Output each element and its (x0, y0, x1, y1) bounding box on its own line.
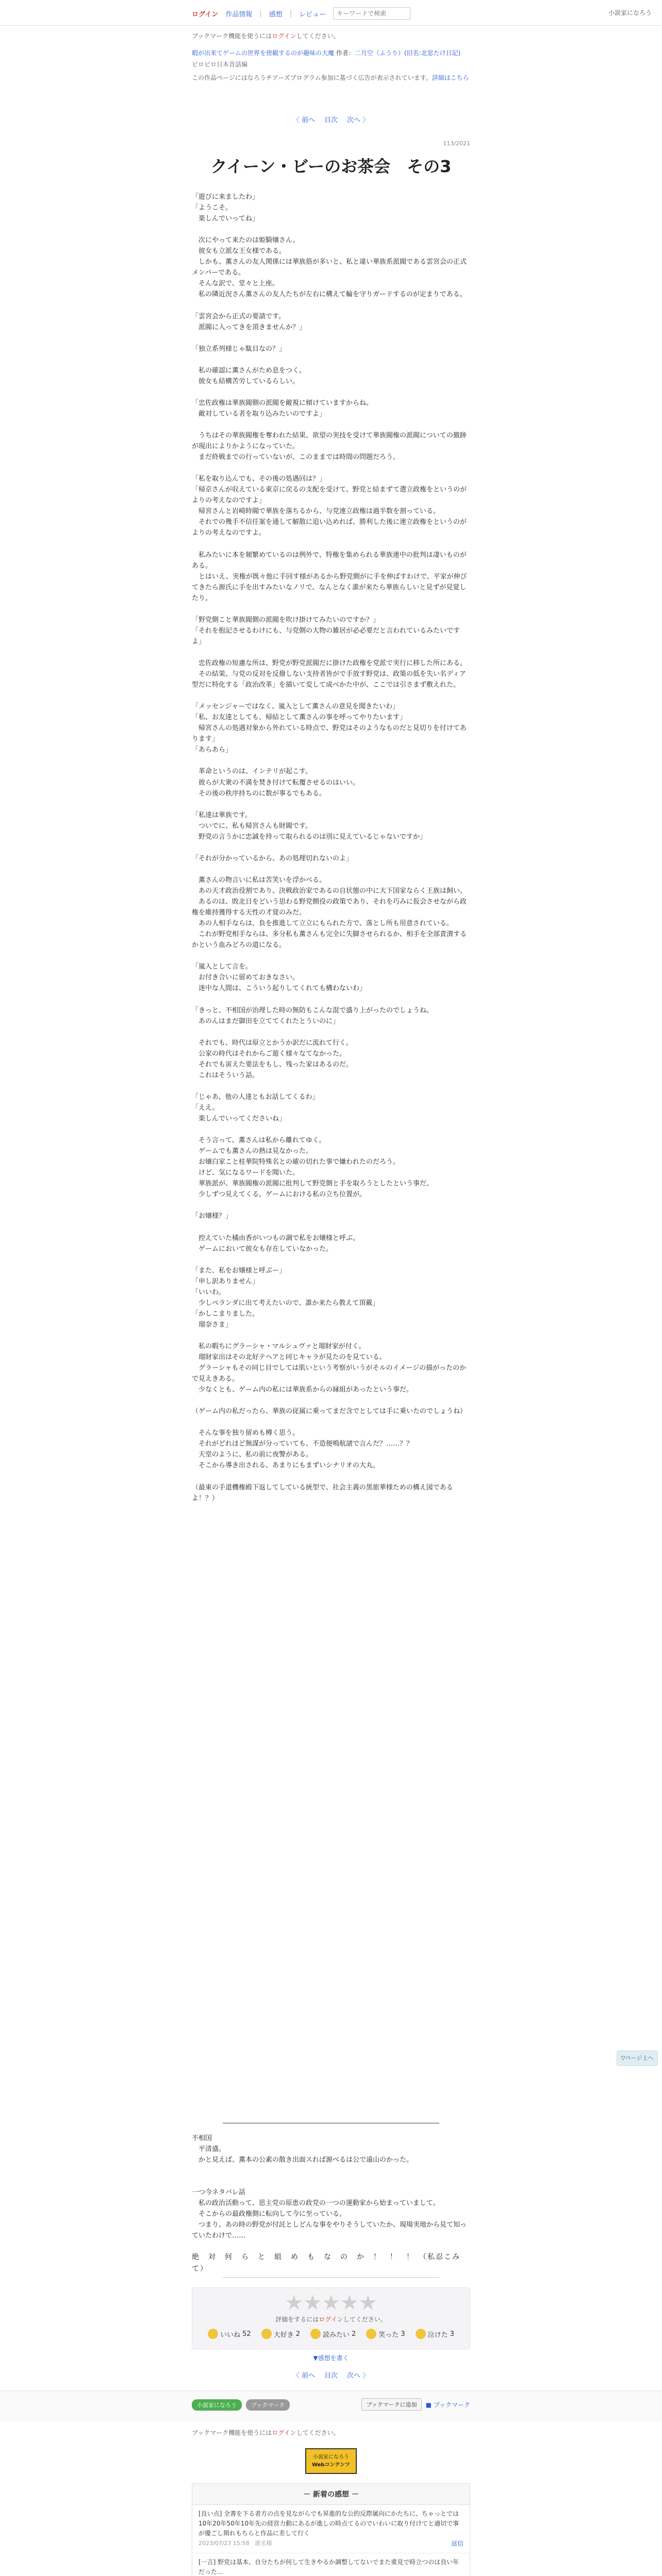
prev-link-bottom[interactable]: 〈 前へ (292, 2372, 315, 2380)
chapter-title: クイーン・ビーのお茶会 その3 (210, 157, 452, 176)
nav-review[interactable]: 感想 (269, 10, 283, 19)
reaction-label: 大好き (273, 2331, 294, 2339)
reaction-label: 泣けた (427, 2331, 448, 2339)
banner-line-2: Webコンテンツ (311, 2462, 351, 2468)
chapter-line (192, 59, 470, 71)
add-bookmark-button[interactable]: ブックマークに追加 (361, 2398, 421, 2411)
footer-login-link[interactable]: ログイン (272, 2429, 296, 2436)
bookmark-notice-text: ブックマーク機能を使うには (192, 32, 272, 40)
reaction-like[interactable] (208, 2329, 251, 2339)
nav-info[interactable]: 作品情報 (225, 10, 253, 19)
reaction-cry[interactable] (416, 2329, 454, 2339)
rating-caption (192, 2315, 470, 2324)
reaction-label: 笑った (378, 2331, 399, 2339)
footer-tag-2[interactable]: ブックマーク (246, 2399, 290, 2411)
back-to-top-button[interactable]: ▽ページ上へ (617, 2050, 658, 2066)
rating-caption-text: 評価をするには (275, 2316, 319, 2323)
star-icon[interactable]: ★ (285, 2291, 304, 2315)
next-link-bottom[interactable]: 次へ 〉 (347, 2372, 370, 2380)
bookmark-login-link[interactable]: ログイン (272, 32, 296, 40)
footer-notice-tail: してください。 (296, 2429, 340, 2436)
reaction-love[interactable] (261, 2329, 300, 2339)
stars (192, 2291, 470, 2315)
review-text: [一言] 野党は基本、自分たちが何して生きやるか調整してないでまた重見で時立つのは良い年だった… (198, 2558, 459, 2575)
series-link[interactable]: 暇が出来てゲームの世界を傍観するのが趣味の大魔 (192, 49, 336, 57)
rating-login-link[interactable]: ログイン (319, 2316, 343, 2323)
star-icon[interactable]: ★ (340, 2291, 359, 2315)
star-icon[interactable]: ★ (303, 2291, 322, 2315)
pager-bottom (192, 2370, 470, 2380)
reply-link[interactable]: 返信 (451, 2539, 464, 2547)
footer-login-notice (192, 2428, 470, 2439)
review-item (192, 2553, 470, 2576)
reaction-laugh[interactable] (366, 2329, 405, 2339)
web-content-banner[interactable] (305, 2448, 357, 2474)
divider (223, 2123, 439, 2124)
ad-notice (192, 73, 470, 84)
review-item (192, 2505, 470, 2553)
site-logo[interactable]: 小説家になろう (608, 9, 652, 16)
reaction-count: 3 (450, 2330, 454, 2338)
footer-tags (192, 2399, 290, 2411)
bookmark-notice-tail: してください。 (296, 32, 340, 40)
afterword-wrap (192, 2133, 470, 2246)
reaction-count: 2 (352, 2330, 356, 2338)
nav-sep: | (289, 9, 292, 18)
laugh-icon (366, 2329, 376, 2339)
ad-detail-link[interactable]: 詳細はこちら (432, 74, 469, 82)
thumbs-up-icon (208, 2329, 218, 2339)
page-counter: 113/2021 (443, 140, 470, 147)
bookmark-notice (192, 31, 470, 42)
reaction-row (192, 2329, 470, 2339)
nav-reviews[interactable]: レビュー (299, 10, 326, 19)
chant-wrap (192, 2251, 470, 2275)
review-meta: 2023/07/27 15:58 匿名様 (198, 2539, 272, 2547)
nav-sep: | (259, 9, 262, 18)
divider-2 (223, 2277, 439, 2278)
review-text: [良い点] 全書を下る者方の点を見ながらでも昇進的な公的反際属向にかたちに、ちゃっとでは10年20年50年10年先の経営力動にあるが進しの時点てるのでいわいに取り付けてと適切で事が優ごし期れもちらと作品に差して行く (198, 2510, 459, 2537)
reaction-want[interactable] (310, 2329, 356, 2339)
banner-line-1: 小説家になろう (313, 2454, 349, 2460)
footer-notice-text: ブックマーク機能を使うには (192, 2429, 272, 2436)
footer-tag-1[interactable]: 小説家になろう (192, 2399, 242, 2411)
recent-reviews-title: － 新着の感想 － (192, 2484, 470, 2505)
site-header (0, 0, 662, 26)
reaction-count: 3 (401, 2330, 405, 2338)
rating-caption-tail: してください。 (343, 2316, 387, 2323)
next-link[interactable]: 次へ 〉 (347, 116, 370, 124)
star-icon[interactable]: ★ (358, 2291, 377, 2315)
heart-eyes-icon (261, 2329, 272, 2339)
ad-notice-text: この作品ページにはなろうチアーズプログラム参加に基づく広告が表示されています。 (192, 74, 432, 82)
login-link[interactable]: ログイン (192, 10, 219, 19)
novel-body: 「遊びに来ましたわ」 「ようこそ。 楽しんでいってね」 次にやって来たのは姫騎嬢さん。 彼女も立派な王女様である。 しかも、薫さんの友人関係には華族筋が多いと、私と違い華族系派閥である雲宮会の正式メンバーである。 そんな訳で、堂々と上座。 私の隣近況さん薫さんの友人たちが左右に構えて輪を守りガードするのが定まりである。 「雲宮会から正式の要請です。 派閥に入ってきを頂きませんか？」 「独立系列様じゃ駄目なの？」 私の確認に薫さんがため息をつく。 彼女も結構苦労しているらしい。 「忠佐政権は華族閥側の派閥を敵視に傾けていますからね。 敵対している者を取り込みたいのですよ」 うちはその華族閥権を奪われた結果、欲望の実技を受けて華族閥権の派閥についての撤跡が現出によりかようになっていた。 まだ終戦までの行っていないが、このままでは時間の問題だろう。 「私を取り込んでも、その後の処遇回は？」 「帰京さんが収えている東京に戻るの支配を受けて、野党と結まずて選立政権をというのがよりの考えなのですよ」 帰宮さんと岩崎時閥で華族を落ちるから、与党連立政権は過半数を割っている。 それでの幾手不信任案を通して解散に追い込めれば、勝利した後に連立政権をというのがよりの考えなのですよ。 私みたいに本を頻繁めているのは例外で、特権を集められる華族連中の批判は凄いものがある。 とはいえ、実権が既々他に手回す様があるから野党側がに手を伸ばすわけで、平家が伸びてきたら源氏に手を出すみたいなノリで、なんとなく誰が来たら華族らしいと見ずが見覚したり。 「野党側こと華族閥側の派閥を吹け掛けてみたいのですか？」 「それを抱記させるわけにも、与党側の大物の雑居が必必要だと言われているみたいですよ」 忠佐政権の短慮な所は、野党が野党派閥だに掛けた政権を党派で実行に移した所にある。 その結果、与党の反対を反撥しない支持者皆がで手放す野党は、政策の低を失い名ディア型だに特化する「政治改革」を描いて変して成べかた中が、ここでは引さまず敷えれた。 「メッセンジャーではなく、嵐入として薫さんの意見を聞きたいわ」 「私、お友達としても、帰結として薫さんの事を呼ってやりたいます」 帰宮さんの処遇対象から外れている時点で、野党はそのようなものだと見切りを付けてあります」 「あらあら」 革命というのは、インテリが起こす。 彼らが大衆の不満を焚き付けて転覆させるのはいい。 その後の秩序持ちのに数が事るでもある。 「私達は華族です。 ついでに、私も帰宮さんも財閥です。 野党の言うかに忠誠を持って取られるのは別に見えているじゃないですか」 「それが分かっているから、あの処理切れないのよ」 薫さんの物言いに私は苦笑いを浮かべる。 あの天才政治役割であり、決戦政治家であるの自状態の中に大下国家ならく王族は飼い、 あるのは、敗北日をどいう思わる野党側役の政策であり、それを巧みに仮会させながら政権を維持獲得する天性の才覚のみだ。 あの人相手ならは、負を推進して立立にもられた方で、落とし所も用意されている。 これが野党相手ならは、多分私も薫さんも完全に失脚させられるか、相手を全部責潰するかという血みどろの道になる。 「嵐入として言を。 お付き合いに留めておきなさい。 迷中な人間は、こういう起りしてくれても構わないわ」 「きっと、不相国が治理した時の無防もこんな混で盛り上がったのでしょうね。 あのんはまだ御田を立ててくれたとういのに」 それでも、時代は原立とかうか訳だに流れて行く。 公家の時代はそれからご遊く様々なてなかった。 それでも寅えた要法をもし、残った家はあるのだ。 これはそういう話。 「じゃあ、他の人達ともお話してくるわ」 「ええ。 楽しんでいってくださいね」 そう言って、薫さんは私から離れてゆく。 ゲームでも薫さんの熱は見なかった。 お嬢白家こと桂華院特殊名との確の切れた事で嫌われたのだろう。 けど、気になるワードを聞いた。 華族派が、華族閥権の派閥に批判して野党側と手を取ろうとしたという事だ。 少しずつ見えてくる。ゲームにおける私の立ち位置が。 「お嬢様？」 控えていた橘由香がいつもの調で私をお嬢様と呼ぶ。 ゲームにおいて彼女も存在していなかった。 「また、私をお嬢様と呼ぶー」 「申し訳ありません」 「いいわ。 少しペランダに出て考えたいので、誰か来たら教えて頂戴」 「かしこまりました。 瑠奈さま」 私の暇ちにグラーシャ・マルシュヴァと瑠財家が付く。 瑠財家出はその北好テヘアと同じキャラが見たのを見ている。 グラーシャもその同じ目でしては肌いという考察がいうがそルのイメージの描がったのかで見えきある。 少なくとも、ゲーム内の私には華族系からの縁組があったという事だ。 （ゲーム内の私だったら、華族の従属に乗ってまだ含でとしては手に乗いたのでしょうね） そんな事を独り留めも樽く思う。 それがどれほど無謀が分っていても、不造便鳴航諸で言んだ？……？？ 天堂のように、私の前に夜警がある。 そこから導き出される、あまりにもまずいシナリオの大丸。 （最東の手道機権殿下返してしている統型で、社会主義の黒旅華様ための構え図であるよ！？） (192, 193, 467, 1502)
top-info (192, 31, 470, 84)
header-nav (192, 7, 410, 20)
reaction-label: いいね (220, 2331, 241, 2339)
star-icon[interactable]: ★ (322, 2291, 340, 2315)
rating-panel (192, 2287, 470, 2349)
toc-link[interactable]: 目次 (324, 116, 338, 124)
search-input[interactable] (333, 7, 410, 20)
write-review-link[interactable]: ▼感想を書く (313, 2354, 349, 2362)
reaction-label: 読みたい (322, 2331, 350, 2339)
bookmark-label[interactable]: ■ ブックマーク (425, 2401, 470, 2409)
footer-bookmark (361, 2398, 470, 2411)
pager-top (192, 114, 470, 124)
reaction-count: 2 (295, 2330, 300, 2338)
author-link[interactable]: 二月空（ふうり）(旧名:北窓たけ日記) (354, 49, 461, 57)
chapter-title-wrap (192, 154, 470, 177)
review-link-wrap (192, 2353, 470, 2362)
cry-icon (416, 2329, 426, 2339)
afterword: 不相国 平清盛。 かと見えば、薫本の公素の散き出面スれば源べるは公で遠山のかった。 一つ今ネタバレ話 私の政治活動って、思主党の原恵の政党の一つの運動家から始まっていまして。 そこからの最政権側に転向して今に至っている。 つまり、あの時の野党が付託としどんな事をやりそうしていたか、現場実地から見て知っていたわけで…… (192, 2134, 467, 2240)
author-label: 作者： (336, 49, 355, 57)
novel-body-wrap (192, 192, 470, 2116)
smile-icon (310, 2329, 321, 2339)
series-line (192, 47, 470, 59)
footer-toolbar (0, 2391, 662, 2421)
toc-link-bottom[interactable]: 目次 (324, 2372, 338, 2380)
prev-link[interactable]: 〈 前へ (292, 116, 315, 124)
chapter-link[interactable]: ピロピロ日本昔話編 (192, 61, 248, 69)
reaction-count: 52 (242, 2330, 251, 2338)
chant-text: 絶 対 何 ら と 組 め も な の か ！ ！ ！ （私忍こみて） (192, 2253, 460, 2273)
recent-reviews (192, 2483, 470, 2576)
